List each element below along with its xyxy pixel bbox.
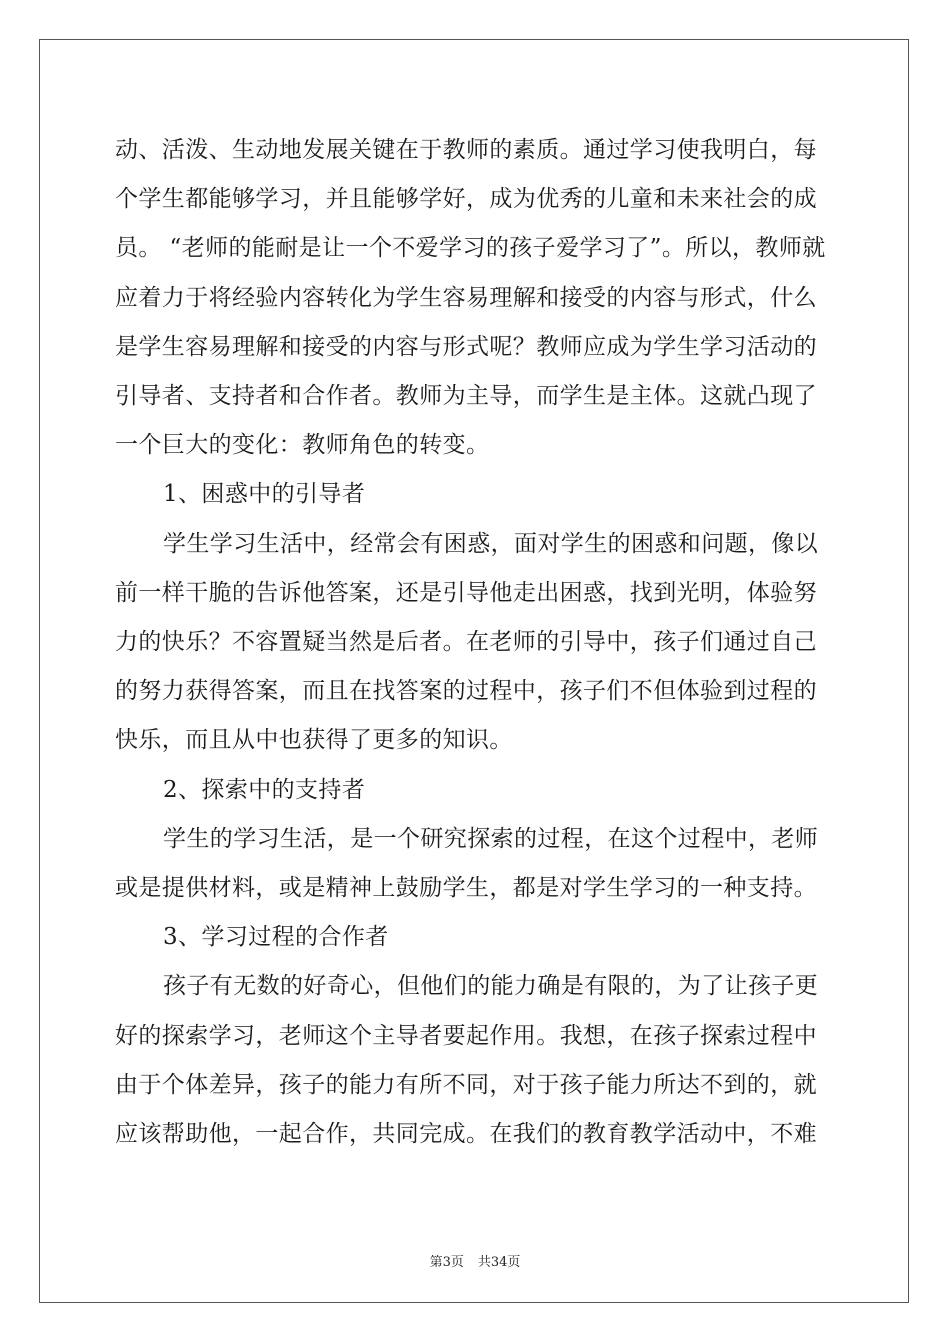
paragraph-supporter: 学生的学习生活，是一个研究探索的过程，在这个过程中，老师或是提供材料，或是精神上鼓励学生，都是对学生学习的一种支持。 xyxy=(115,825,819,902)
paragraph-guide: 学生学习生活中，经常会有困惑，面对学生的困惑和问题，像以前一样干脆的告诉他答案，还是引导他走出困惑，找到光明，体验努力的快乐？不容置疑当然是后者。在老师的引导中，孩子们通过自己的努力获得答案，而且在找答案的过程中，孩子们不但体验到过程的快乐，而且从中也获得了更多的知识。 xyxy=(115,530,819,754)
document-body xyxy=(115,126,835,1159)
paragraph-collaborator: 孩子有无数的好奇心，但他们的能力确是有限的，为了让孩子更好的探索学习，老师这个主导者要起作用。我想，在孩子探索过程中由于个体差异，孩子的能力有所不同，对于孩子能力所达不到的，就应该帮助他，一起合作，共同完成。在我们的教育教学活动中，不难 xyxy=(115,973,819,1148)
section-heading-guide: 1、困惑中的引导者 xyxy=(163,481,366,508)
page-footer xyxy=(0,1251,950,1270)
page-total: 共34页 xyxy=(477,1255,521,1270)
paragraph-continuation: 动、活泼、生动地发展关键在于教师的素质。通过学习使我明白，每个学生都能够学习，并且能够学好，成为优秀的儿童和未来社会的成员。 “老师的能耐是让一个不爱学习的孩子爱学习了”。所以，教师就应着力于将经验内容转化为学生容易理解和接受的内容与形式，什么是学生容易理解和接受的内容与形式呢？教师应成为学生学习活动的引导者、支持者和合作者。教师为主导，而学生是主体。这就凸现了一个巨大的变化：教师角色的转变。 xyxy=(115,137,826,459)
section-heading-collaborator: 3、学习过程的合作者 xyxy=(163,924,389,951)
page-number: 第3页 xyxy=(429,1255,464,1270)
section-heading-supporter: 2、探索中的支持者 xyxy=(163,776,366,803)
